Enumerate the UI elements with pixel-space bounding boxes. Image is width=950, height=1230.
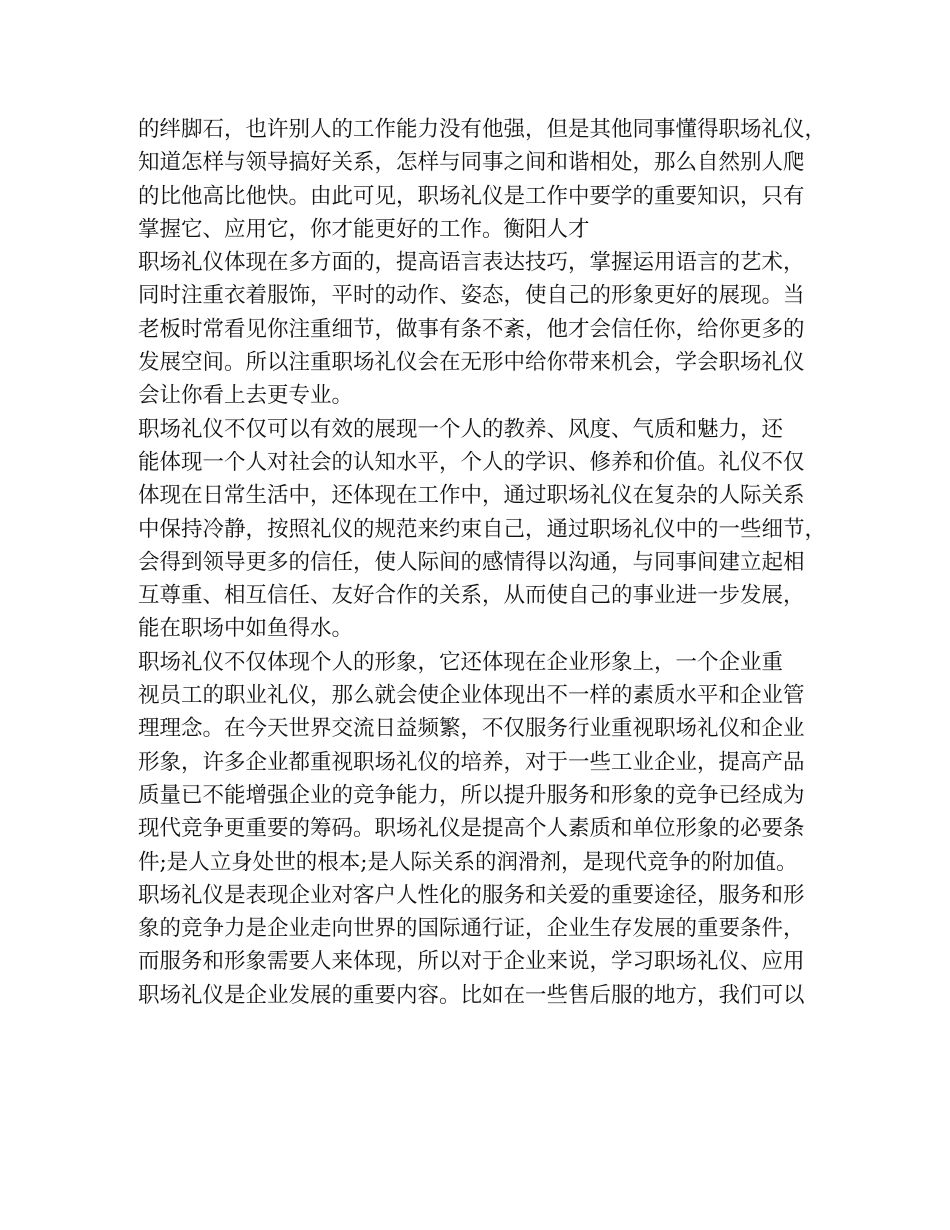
text-line: 而服务和形象需要人来体现，所以对于企业来说，学习职场礼仪、应用	[138, 949, 805, 975]
text-line: 互尊重、相互信任、友好合作的关系，从而使自己的事业进一步发展，	[138, 583, 805, 609]
body-text	[138, 113, 828, 1012]
text-line: 知道怎样与领导搞好关系，怎样与同事之间和谐相处，那么自然别人爬	[138, 150, 805, 176]
text-line: 中保持冷静，按照礼仪的规范来约束自己，通过职场礼仪中的一些细节，	[138, 516, 827, 542]
text-line: 会得到领导更多的信任，使人际间的感情得以沟通，与同事间建立起相	[138, 549, 805, 575]
text-line: 象的竞争力是企业走向世界的国际通行证，企业生存发展的重要条件，	[138, 916, 805, 942]
text-line: 职场礼仪不仅体现个人的形象，它还体现在企业形象上，一个企业重	[138, 649, 784, 675]
text-line: 职场礼仪是表现企业对客户人性化的服务和关爱的重要途径，服务和形	[138, 882, 805, 908]
text-line: 职场礼仪是企业发展的重要内容。比如在一些售后服的地方，我们可以	[138, 982, 805, 1008]
text-line: 能在职场中如鱼得水。	[138, 616, 354, 642]
text-line: 职场礼仪不仅可以有效的展现一个人的教养、风度、气质和魅力，还	[138, 416, 784, 442]
text-line: 掌握它、应用它，你才能更好的工作。衡阳人才	[138, 216, 590, 242]
text-line: 老板时常看见你注重细节，做事有条不紊，他才会信任你，给你更多的	[138, 316, 805, 342]
text-line: 理理念。在今天世界交流日益频繁，不仅服务行业重视职场礼仪和企业	[138, 716, 805, 742]
text-line: 会让你看上去更专业。	[138, 383, 354, 409]
text-line: 质量已不能增强企业的竞争能力，所以提升服务和形象的竞争已经成为	[138, 782, 805, 808]
text-line: 的绊脚石，也许别人的工作能力没有他强，但是其他同事懂得职场礼仪，	[138, 117, 827, 142]
text-line: 能体现一个人对社会的认知水平，个人的学识、修养和价值。礼仪不仅	[138, 449, 805, 475]
text-line: 的比他高比他快。由此可见，职场礼仪是工作中要学的重要知识，只有	[138, 183, 805, 209]
text-line: 体现在日常生活中，还体现在工作中，通过职场礼仪在复杂的人际关系	[138, 483, 805, 509]
text-line: 同时注重衣着服饰，平时的动作、姿态，使自己的形象更好的展现。当	[138, 283, 805, 309]
text-line: 视员工的职业礼仪，那么就会使企业体现出不一样的素质水平和企业管	[138, 683, 805, 709]
text-line: 现代竞争更重要的筹码。职场礼仪是提高个人素质和单位形象的必要条	[138, 816, 805, 842]
text-line: 职场礼仪体现在多方面的，提高语言表达技巧，掌握运用语言的艺术，	[138, 250, 805, 276]
text-line: 发展空间。所以注重职场礼仪会在无形中给你带来机会，学会职场礼仪	[138, 350, 805, 376]
text-line: 形象，许多企业都重视职场礼仪的培养，对于一些工业企业，提高产品	[138, 749, 805, 775]
text-line: 件;是人立身处世的根本;是人际关系的润滑剂，是现代竞争的附加值。	[138, 849, 798, 875]
